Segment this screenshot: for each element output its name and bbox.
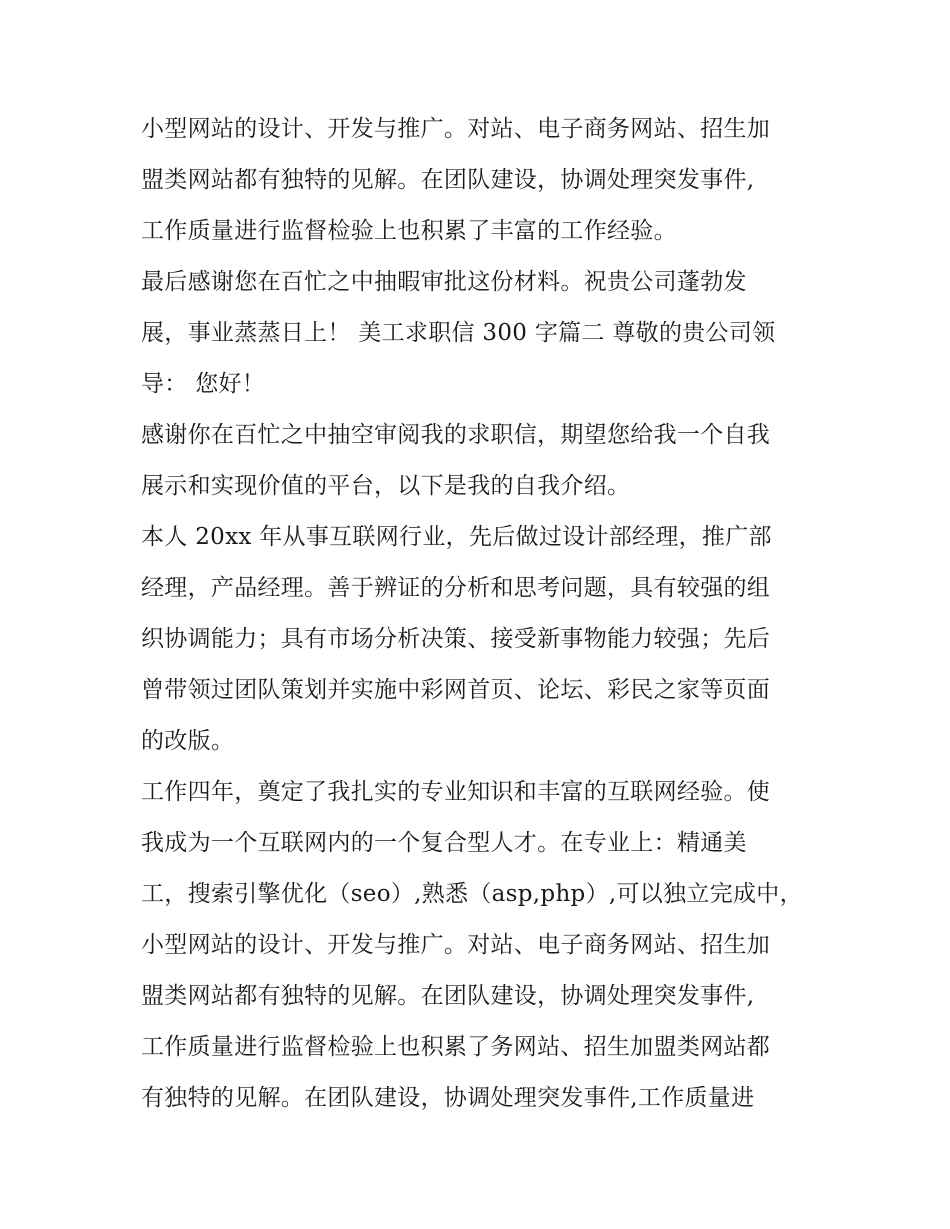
text-line: 小型网站的设计、开发与推广。对站、电子商务网站、招生加 xyxy=(141,116,771,142)
text-line: 最后感谢您在百忙之中抽暇审批这份材料。祝贵公司蓬勃发 xyxy=(141,269,747,295)
text-line: 本人 20xx 年从事互联网行业，先后做过设计部经理，推广部 xyxy=(141,524,772,550)
text-line: 有独特的见解。在团队建设，协调处理突发事件,工作质量进 xyxy=(141,1085,755,1111)
text-line: 工作质量进行监督检验上也积累了务网站、招生加盟类网站都 xyxy=(141,1034,771,1060)
text-line: 我成为一个互联网内的一个复合型人才。在专业上：精通美 xyxy=(141,830,747,856)
text-line: 的改版。 xyxy=(141,728,235,754)
document-body xyxy=(141,104,821,1124)
text-line: 工作质量进行监督检验上也积累了丰富的工作经验。 xyxy=(141,218,677,244)
text-line: 导： 您好！ xyxy=(141,371,266,397)
text-line: 盟类网站都有独特的见解。在团队建设，协调处理突发事件, xyxy=(141,167,755,193)
text-line: 经理，产品经理。善于辨证的分析和思考问题，具有较强的组 xyxy=(141,575,771,601)
text-line: 盟类网站都有独特的见解。在团队建设，协调处理突发事件, xyxy=(141,983,755,1009)
text-line: 工，搜索引擎优化（seo）,熟悉（asp,php）,可以独立完成中， xyxy=(141,881,803,907)
text-line: 展，事业蒸蒸日上！ 美工求职信 300 字篇二 尊敬的贵公司领 xyxy=(141,320,776,346)
text-line: 小型网站的设计、开发与推广。对站、电子商务网站、招生加 xyxy=(141,932,771,958)
text-line: 工作四年，奠定了我扎实的专业知识和丰富的互联网经验。使 xyxy=(141,779,771,805)
text-line: 感谢你在百忙之中抽空审阅我的求职信，期望您给我一个自我 xyxy=(141,422,771,448)
text-line: 曾带领过团队策划并实施中彩网首页、论坛、彩民之家等页面 xyxy=(141,677,771,703)
text-line: 展示和实现价值的平台，以下是我的自我介绍。 xyxy=(141,473,631,499)
text-line: 织协调能力；具有市场分析决策、接受新事物能力较强；先后 xyxy=(141,626,771,652)
